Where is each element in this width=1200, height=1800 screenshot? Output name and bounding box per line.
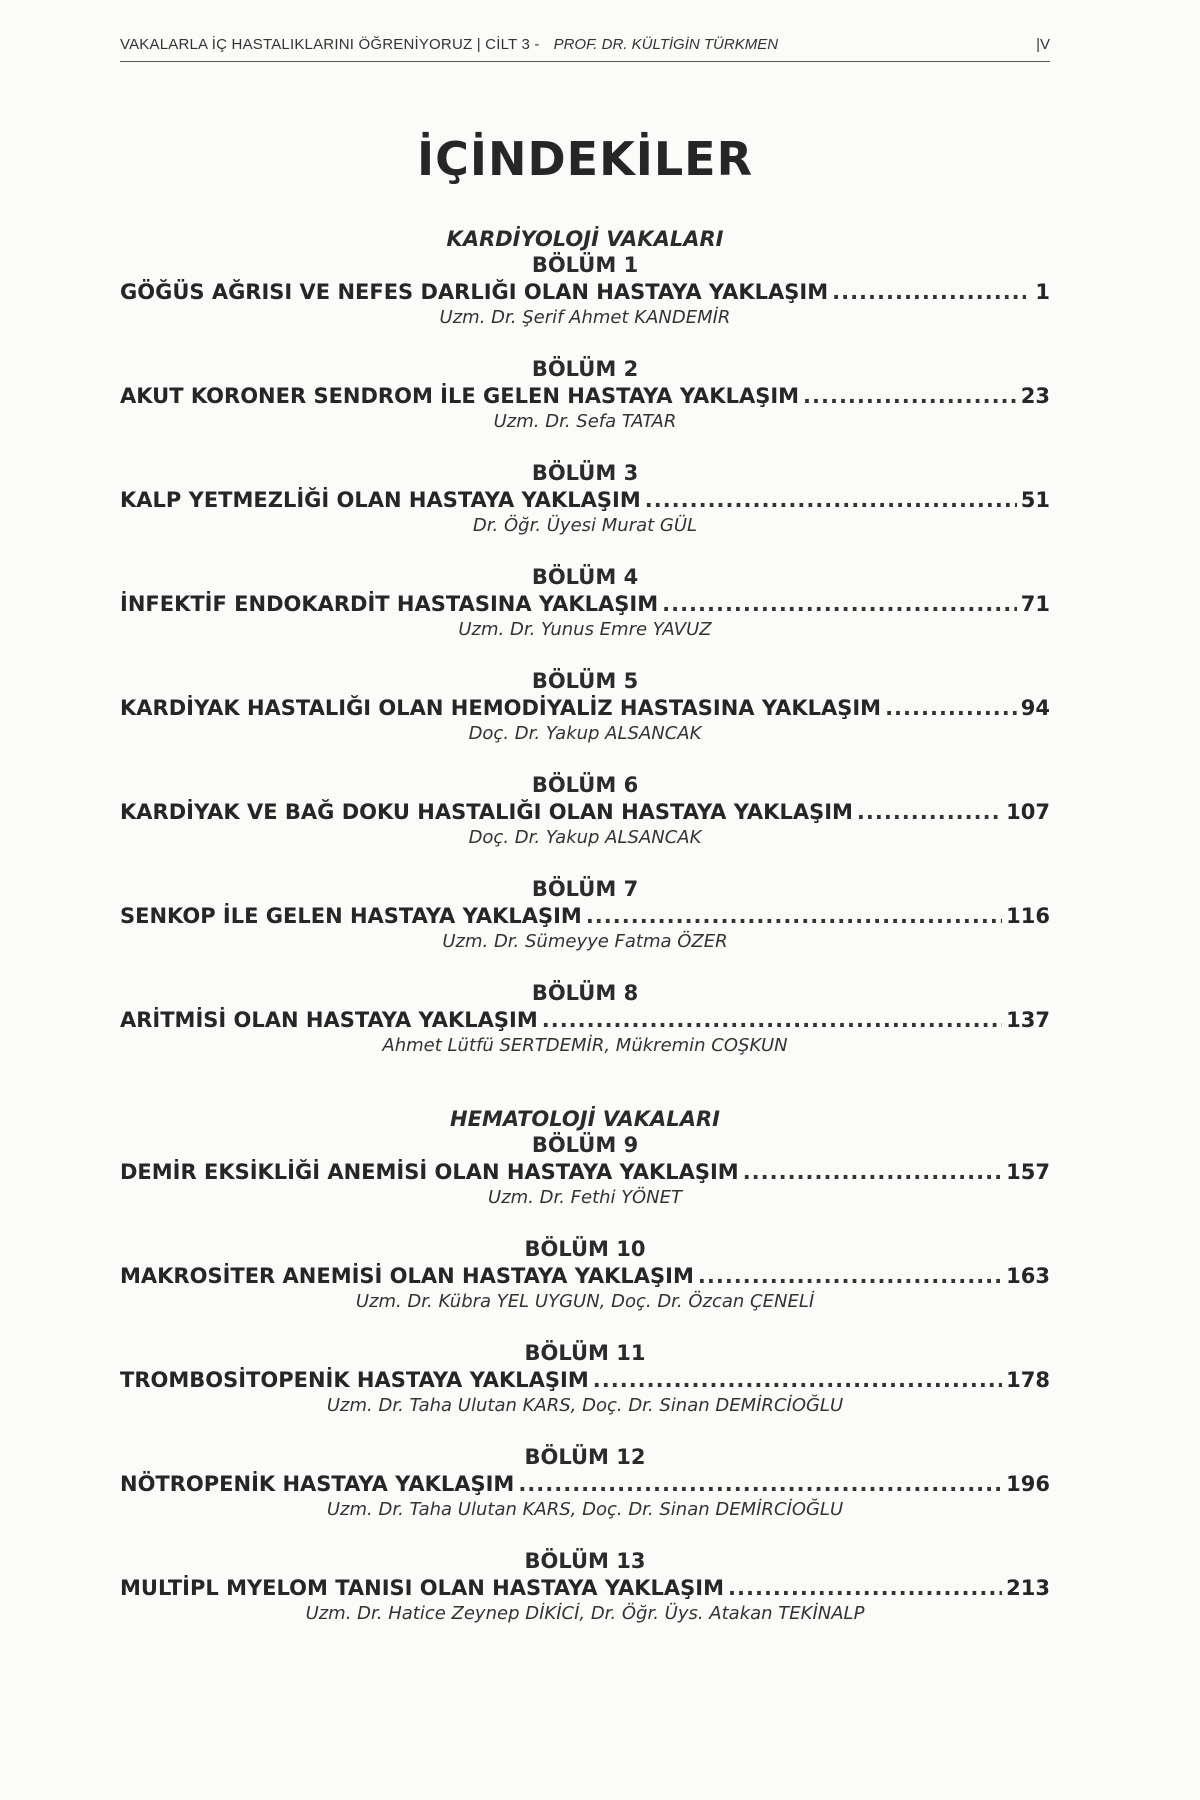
chapter-authors: Uzm. Dr. Kübra YEL UYGUN, Doç. Dr. Özcan ÇENELİ: [355, 1291, 815, 1312]
entry-line: [120, 1366, 1050, 1394]
toc-entry[interactable]: [120, 564, 1050, 642]
entry-line: [120, 382, 1050, 410]
chapter-title: MULTİPL MYELOM TANISI OLAN HASTAYA YAKLAŞIM: [120, 1576, 725, 1600]
chapter-title: ARİTMİSİ OLAN HASTAYA YAKLAŞIM: [120, 1008, 538, 1032]
toc-entry[interactable]: [120, 1132, 1050, 1210]
dot-leader: [662, 590, 1017, 618]
chapter-label: BÖLÜM 5: [531, 669, 639, 693]
entry-line: [120, 486, 1050, 514]
chapter-title: KARDİYAK HASTALIĞI OLAN HEMODİYALİZ HASTASINA YAKLAŞIM: [120, 696, 882, 720]
entry-line: [120, 1262, 1050, 1290]
editor-name: PROF. DR. KÜLTİGİN TÜRKMEN: [553, 36, 779, 53]
chapter-page-number: 196: [1006, 1472, 1050, 1496]
chapter-title: MAKROSİTER ANEMİSİ OLAN HASTAYA YAKLAŞIM: [120, 1264, 694, 1288]
entry-line: [120, 694, 1050, 722]
toc-entry[interactable]: [120, 668, 1050, 746]
chapter-authors: Uzm. Dr. Taha Ulutan KARS, Doç. Dr. Sinan DEMİRCİOĞLU: [326, 1395, 844, 1416]
chapter-label: BÖLÜM 10: [524, 1237, 646, 1261]
toc-entry[interactable]: [120, 1548, 1050, 1626]
chapter-label: BÖLÜM 13: [524, 1549, 646, 1573]
toc-entry[interactable]: [120, 772, 1050, 850]
chapter-label: BÖLÜM 12: [524, 1445, 646, 1469]
section-heading: HEMATOLOJİ VAKALARI: [450, 1107, 720, 1131]
chapter-authors: Uzm. Dr. Fethi YÖNET: [488, 1187, 682, 1208]
entry-line: [120, 1158, 1050, 1186]
chapter-page-number: 163: [1006, 1264, 1050, 1288]
dot-leader: [645, 486, 1017, 514]
chapter-authors: Doç. Dr. Yakup ALSANCAK: [468, 723, 702, 744]
entry-line: [120, 1470, 1050, 1498]
chapter-title: İNFEKTİF ENDOKARDİT HASTASINA YAKLAŞIM: [120, 592, 659, 616]
chapter-label: BÖLÜM 8: [531, 981, 639, 1005]
chapter-title: AKUT KORONER SENDROM İLE GELEN HASTAYA YAKLAŞIM: [120, 384, 800, 408]
toc-entry[interactable]: [120, 876, 1050, 954]
dot-leader: [728, 1574, 1002, 1602]
entry-line: [120, 590, 1050, 618]
chapter-title: DEMİR EKSİKLİĞİ ANEMİSİ OLAN HASTAYA YAKLAŞIM: [120, 1160, 739, 1184]
dot-leader: [518, 1470, 1002, 1498]
chapter-label: BÖLÜM 2: [531, 357, 639, 381]
chapter-page-number: 116: [1006, 904, 1050, 928]
toc-entry[interactable]: [120, 980, 1050, 1058]
chapter-authors: Doç. Dr. Yakup ALSANCAK: [468, 827, 702, 848]
chapter-authors: Uzm. Dr. Taha Ulutan KARS, Doç. Dr. Sinan DEMİRCİOĞLU: [326, 1499, 844, 1520]
dot-leader: [743, 1158, 1002, 1186]
book-title: VAKALARLA İÇ HASTALIKLARINI ÖĞRENİYORUZ | CİLT 3 -: [120, 36, 540, 53]
chapter-title: TROMBOSİTOPENİK HASTAYA YAKLAŞIM: [120, 1368, 589, 1392]
chapter-title: KARDİYAK VE BAĞ DOKU HASTALIĞI OLAN HASTAYA YAKLAŞIM: [120, 800, 853, 824]
chapter-label: BÖLÜM 9: [531, 1133, 639, 1157]
chapter-title: GÖĞÜS AĞRISI VE NEFES DARLIĞI OLAN HASTAYA YAKLAŞIM: [120, 280, 829, 304]
chapter-page-number: 213: [1006, 1576, 1050, 1600]
chapter-authors: Uzm. Dr. Sümeyye Fatma ÖZER: [442, 931, 728, 952]
chapter-label: BÖLÜM 4: [531, 565, 639, 589]
chapter-page-number: 157: [1006, 1160, 1050, 1184]
dot-leader: [698, 1262, 1002, 1290]
running-header: [120, 36, 1050, 62]
chapter-label: BÖLÜM 6: [531, 773, 639, 797]
toc-entry[interactable]: [120, 1236, 1050, 1314]
section-heading: KARDİYOLOJİ VAKALARI: [446, 227, 724, 251]
toc-page: [120, 36, 1050, 1652]
chapter-page-number: 71: [1020, 592, 1050, 616]
dot-leader: [542, 1006, 1002, 1034]
entry-line: [120, 1006, 1050, 1034]
toc-entry[interactable]: [120, 252, 1050, 330]
dot-leader: [857, 798, 1002, 826]
dot-leader: [803, 382, 1017, 410]
chapter-label: BÖLÜM 1: [531, 253, 639, 277]
chapter-page-number: 107: [1006, 800, 1050, 824]
page-number: |V: [1036, 36, 1050, 53]
toc-section: [120, 1106, 1050, 1626]
entry-line: [120, 798, 1050, 826]
dot-leader: [832, 278, 1026, 306]
chapter-authors: Ahmet Lütfü SERTDEMİR, Mükremin COŞKUN: [382, 1035, 788, 1056]
chapter-page-number: 94: [1020, 696, 1050, 720]
chapter-authors: Uzm. Dr. Sefa TATAR: [493, 411, 677, 432]
dot-leader: [593, 1366, 1002, 1394]
table-of-contents: [120, 226, 1050, 1626]
chapter-title: NÖTROPENİK HASTAYA YAKLAŞIM: [120, 1472, 515, 1496]
chapter-authors: Uzm. Dr. Şerif Ahmet KANDEMİR: [439, 307, 731, 328]
chapter-label: BÖLÜM 3: [531, 461, 639, 485]
chapter-authors: Uzm. Dr. Hatice Zeynep DİKİCİ, Dr. Öğr. Üys. Atakan TEKİNALP: [305, 1603, 865, 1624]
toc-entry[interactable]: [120, 460, 1050, 538]
dot-leader: [586, 902, 1002, 930]
chapter-page-number: 1: [1035, 280, 1050, 304]
chapter-page-number: 51: [1020, 488, 1050, 512]
toc-entry[interactable]: [120, 1444, 1050, 1522]
chapter-authors: Dr. Öğr. Üyesi Murat GÜL: [472, 515, 698, 536]
chapter-authors: Uzm. Dr. Yunus Emre YAVUZ: [458, 619, 712, 640]
page-title: İÇİNDEKİLER: [416, 132, 753, 186]
toc-entry[interactable]: [120, 1340, 1050, 1418]
entry-line: [120, 278, 1050, 306]
chapter-page-number: 178: [1006, 1368, 1050, 1392]
chapter-title: SENKOP İLE GELEN HASTAYA YAKLAŞIM: [120, 904, 582, 928]
chapter-page-number: 23: [1020, 384, 1050, 408]
chapter-label: BÖLÜM 11: [524, 1341, 646, 1365]
dot-leader: [885, 694, 1017, 722]
chapter-title: KALP YETMEZLİĞİ OLAN HASTAYA YAKLAŞIM: [120, 488, 641, 512]
chapter-label: BÖLÜM 7: [531, 877, 639, 901]
chapter-page-number: 137: [1006, 1008, 1050, 1032]
entry-line: [120, 1574, 1050, 1602]
entry-line: [120, 902, 1050, 930]
toc-section: [120, 226, 1050, 1058]
toc-entry[interactable]: [120, 356, 1050, 434]
